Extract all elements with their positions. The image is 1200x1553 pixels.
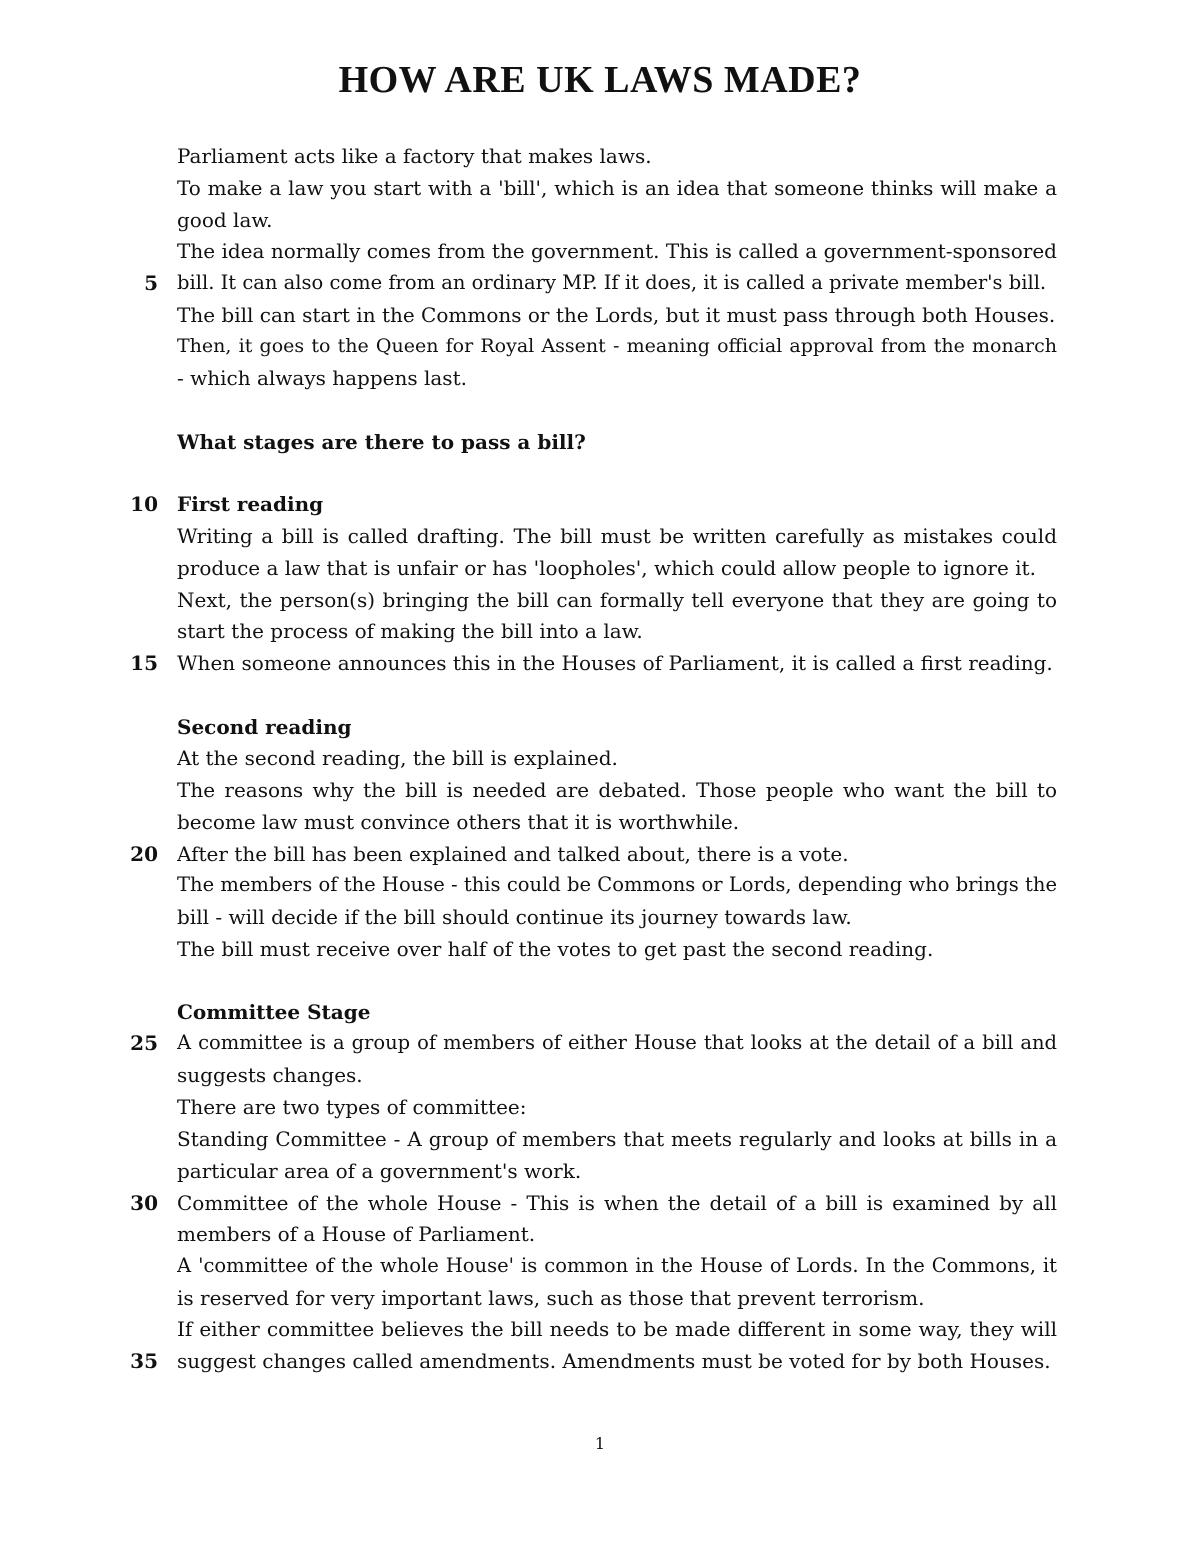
intro-line: Parliament acts like a factory that makes laws. — [177, 144, 652, 168]
intro-line: Then, it goes to the Queen for Royal Assent - meaning official approval from the monarch — [177, 335, 1057, 357]
second-reading-line: become law must convince others that it is worthwhile. — [177, 810, 740, 834]
line-number: 10 — [130, 492, 158, 516]
committee-stage-line: A committee is a group of members of either House that looks at the detail of a bill and — [177, 1031, 1057, 1054]
second-reading-line: bill - will decide if the bill should continue its journey towards law. — [177, 905, 852, 929]
intro-line: - which always happens last. — [177, 366, 467, 390]
line-number: 5 — [144, 271, 158, 295]
second-reading-line: The bill must receive over half of the votes to get past the second reading. — [177, 937, 934, 961]
intro-line: To make a law you start with a 'bill', which is an idea that someone thinks will make a — [177, 176, 1057, 200]
first-reading-line: Writing a bill is called drafting. The bill must be written carefully as mistakes could — [177, 524, 1057, 548]
first-reading-line: produce a law that is unfair or has 'loopholes', which could allow people to ignore it. — [177, 556, 1036, 580]
line-number: 20 — [130, 842, 158, 866]
committee-stage-line: members of a House of Parliament. — [177, 1222, 536, 1246]
second-reading-line: The reasons why the bill is needed are debated. Those people who want the bill to — [177, 778, 1057, 802]
intro-line: bill. It can also come from an ordinary MP. If it does, it is called a private member's bill. — [177, 271, 1047, 294]
intro-line: good law. — [177, 208, 273, 232]
first-reading-line: start the process of making the bill into a law. — [177, 619, 643, 643]
intro-line: The idea normally comes from the government. This is called a government-sponsored — [177, 239, 1057, 263]
second-reading-line: At the second reading, the bill is explained. — [177, 746, 618, 770]
section-heading: What stages are there to pass a bill? — [177, 430, 586, 454]
first-reading-line: Next, the person(s) bringing the bill can formally tell everyone that they are going to — [177, 588, 1057, 612]
committee-stage-line: suggests changes. — [177, 1063, 363, 1087]
committee-stage-line: Committee of the whole House - This is when the detail of a bill is examined by all — [177, 1191, 1057, 1215]
line-number: 15 — [130, 651, 158, 675]
committee-stage-heading: Committee Stage — [177, 1000, 371, 1024]
first-reading-heading: First reading — [177, 492, 324, 516]
line-number: 35 — [130, 1349, 158, 1373]
first-reading-line: When someone announces this in the Houses of Parliament, it is called a first reading. — [177, 651, 1053, 675]
line-number: 30 — [130, 1191, 158, 1215]
committee-stage-line: A 'committee of the whole House' is common in the House of Lords. In the Commons, it — [177, 1254, 1057, 1277]
committee-stage-line: There are two types of committee: — [177, 1095, 527, 1119]
second-reading-line: The members of the House - this could be Commons or Lords, depending who brings the — [177, 873, 1057, 896]
page-title: HOW ARE UK LAWS MADE? — [338, 59, 862, 101]
intro-line: The bill can start in the Commons or the Lords, but it must pass through both Houses. — [177, 303, 1056, 327]
committee-stage-line: particular area of a government's work. — [177, 1159, 582, 1183]
page-number: 1 — [594, 1434, 606, 1453]
committee-stage-line: is reserved for very important laws, such as those that prevent terrorism. — [177, 1286, 925, 1310]
committee-stage-line: If either committee believes the bill needs to be made different in some way, they will — [177, 1317, 1057, 1341]
second-reading-heading: Second reading — [177, 715, 352, 739]
line-number: 25 — [130, 1031, 158, 1055]
committee-stage-line: suggest changes called amendments. Amendments must be voted for by both Houses. — [177, 1349, 1051, 1373]
second-reading-line: After the bill has been explained and talked about, there is a vote. — [177, 842, 849, 866]
committee-stage-line: Standing Committee - A group of members that meets regularly and looks at bills in a — [177, 1127, 1057, 1151]
